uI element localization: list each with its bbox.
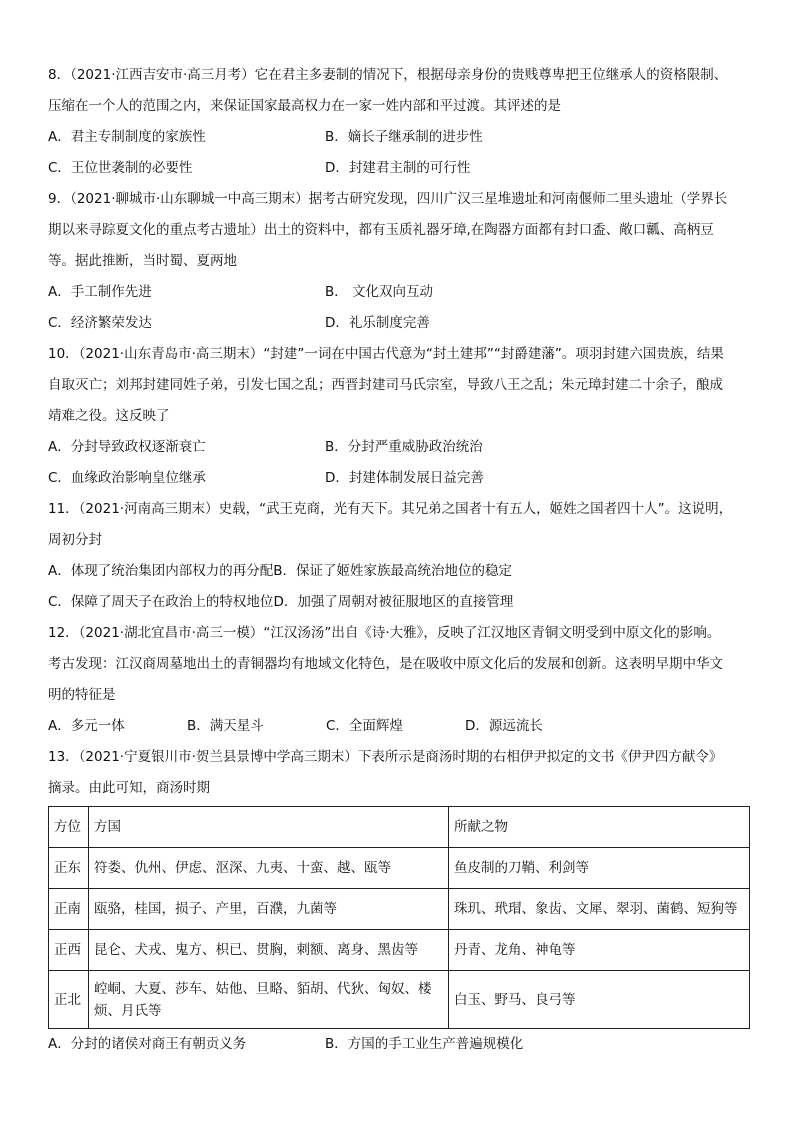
option-b[interactable]: B． 文化双向互动 <box>325 284 434 300</box>
question-stem: 9．（2021·聊城市·山东聊城一中高三期末）据考古研究发现，四川广汉三星堆遗址和河南偃师二里头遗址（学界长 期以来寻踪夏文化的重点考古遗址）出土的资料中，都有玉质礼器牙璋,在陶器方面都有封口盉、敞口瓤、高柄豆 等。据此推断，当时蜀、夏两地 <box>48 191 728 269</box>
option-a[interactable]: A．分封导致政权逐渐衰亡 <box>48 439 206 455</box>
option-d[interactable]: D．封建君主制的可行性 <box>325 160 471 176</box>
table-header: 方位 <box>49 807 89 848</box>
table-cell: 白玉、野马、良弓等 <box>449 971 750 1029</box>
table-cell: 丹青、龙角、神龟等 <box>449 930 750 971</box>
option-d[interactable]: D．礼乐制度完善 <box>325 315 430 331</box>
question-number: 10． <box>48 346 79 362</box>
question-10 <box>48 339 750 494</box>
option-c[interactable]: C．王位世袭制的必要性 <box>48 160 193 176</box>
table-cell: 符娄、仇州、伊虑、沤深、九夷、十蛮、越、瓯等 <box>89 848 449 889</box>
question-9 <box>48 184 750 339</box>
question-source: （2021·山东青岛市·高三期末） <box>78 346 264 362</box>
option-b[interactable]: B．方国的手工业生产普遍规模化 <box>325 1036 524 1052</box>
options <box>48 711 750 742</box>
option-b[interactable]: B．嫡长子继承制的进步性 <box>325 129 483 145</box>
table-row <box>49 971 750 1029</box>
table-header-row <box>49 807 750 848</box>
question-source: （2021·聊城市·山东聊城一中高三期末） <box>70 191 309 207</box>
question-source: （2021·江西吉安市·高三月考） <box>70 67 255 83</box>
question-source: （2021·河南高三期末） <box>78 501 219 517</box>
question-stem: 11．（2021·河南高三期末）史载，“武王克商，光有天下。其兄弟之国者十有五人，姬姓之国者四十人”。这说明， 周初分封 <box>48 501 733 548</box>
question-stem: 10．（2021·山东青岛市·高三期末）“封建”一词在中国古代意为“封土建邦”“封爵建藩”。项羽封建六国贵族，结果 自取灭亡；刘邦封建同姓子弟，引发七国之乱；西晋封建司马氏宗室，导致八王之乱；朱元璋封建二十余子，酿成 靖难之役。这反映了 <box>48 346 724 424</box>
table-cell: 昆仑、犬戎、鬼方、枳已、贯胸，刺额、离身、黑齿等 <box>89 930 449 971</box>
question-list <box>48 60 750 1060</box>
table-cell: 正北 <box>49 971 89 1029</box>
option-b[interactable]: B．分封严重威胁政治统治 <box>325 439 483 455</box>
option-b[interactable]: B．保证了姬姓家族最高统治地位的稳定 <box>273 563 513 579</box>
question-source: （2021·宁夏银川市·贺兰县景博中学高三期末） <box>78 749 358 765</box>
table-cell: 正西 <box>49 930 89 971</box>
options <box>48 556 750 618</box>
option-b[interactable]: B．满天星斗 <box>187 718 264 734</box>
question-13 <box>48 742 750 1060</box>
question-source: （2021·湖北宜昌市·高三一模） <box>78 625 264 641</box>
question-number: 8． <box>48 67 71 83</box>
table-cell: 崆峒、大夏、莎车、姑他、旦略、貊胡、代狄、匈奴、楼烦、月氏等 <box>89 971 449 1029</box>
question-number: 12． <box>48 625 79 641</box>
option-a[interactable]: A．体现了统治集团内部权力的再分配 <box>48 563 274 579</box>
option-d[interactable]: D．源远流长 <box>465 718 543 734</box>
table-cell: 正南 <box>49 889 89 930</box>
question-12 <box>48 618 750 742</box>
option-a[interactable]: A．分封的诸侯对商王有朝贡义务 <box>48 1036 247 1052</box>
option-a[interactable]: A．多元一体 <box>48 718 125 734</box>
question-number: 13． <box>48 749 79 765</box>
question-8 <box>48 60 750 184</box>
option-c[interactable]: C．全面辉煌 <box>326 718 403 734</box>
table-row <box>49 848 750 889</box>
table-cell: 珠玑、玳瑁、象齿、文犀、翠羽、菌鹤、短狗等 <box>449 889 750 930</box>
option-a[interactable]: A．手工制作先进 <box>48 284 152 300</box>
options <box>48 1029 750 1060</box>
table-cell: 鱼皮制的刀鞘、利剑等 <box>449 848 750 889</box>
option-a[interactable]: A．君主专制制度的家族性 <box>48 129 206 145</box>
option-c[interactable]: C．保障了周天子在政治上的特权地位 <box>48 594 274 610</box>
question-stem: 12．（2021·湖北宜昌市·高三一模）“江汉汤汤”出自《诗·大雅》，反映了江汉地区青铜文明受到中原文化的影响。 考古发现：江汉商周墓地出土的青铜器均有地域文化特色，是在吸收中原文化后的发展和创新。这表明早期中华文 明的特征是 <box>48 625 723 703</box>
question-stem: 8．（2021·江西吉安市·高三月考）它在君主多妻制的情况下，根据母亲身份的贵贱尊卑把王位继承人的资格限制、 压缩在一个人的范围之内，来保证国家最高权力在一家一姓内部和平过渡。其评述的是 <box>48 67 728 114</box>
question-number: 9． <box>48 191 71 207</box>
options <box>48 122 750 184</box>
table-header: 所献之物 <box>449 807 750 848</box>
question-11 <box>48 494 750 618</box>
table-header: 方国 <box>89 807 449 848</box>
table-cell: 瓯骆，桂国，损子、产里，百濮，九菌等 <box>89 889 449 930</box>
table-cell: 正东 <box>49 848 89 889</box>
options <box>48 432 750 494</box>
table-row <box>49 930 750 971</box>
option-d[interactable]: D．封建体制发展日益完善 <box>325 470 484 486</box>
option-c[interactable]: C．经济繁荣发达 <box>48 315 152 331</box>
question-number: 11． <box>48 501 79 517</box>
table-row <box>49 889 750 930</box>
options <box>48 277 750 339</box>
option-d[interactable]: D．加强了周朝对被征服地区的直接管理 <box>273 594 514 610</box>
option-c[interactable]: C．血缘政治影响皇位继承 <box>48 470 206 486</box>
tribute-table <box>48 806 750 1029</box>
question-stem: 13．（2021·宁夏银川市·贺兰县景博中学高三期末）下表所示是商汤时期的右相伊尹拟定的文书《伊尹四方献令》 摘录。由此可知，商汤时期 <box>48 749 723 796</box>
